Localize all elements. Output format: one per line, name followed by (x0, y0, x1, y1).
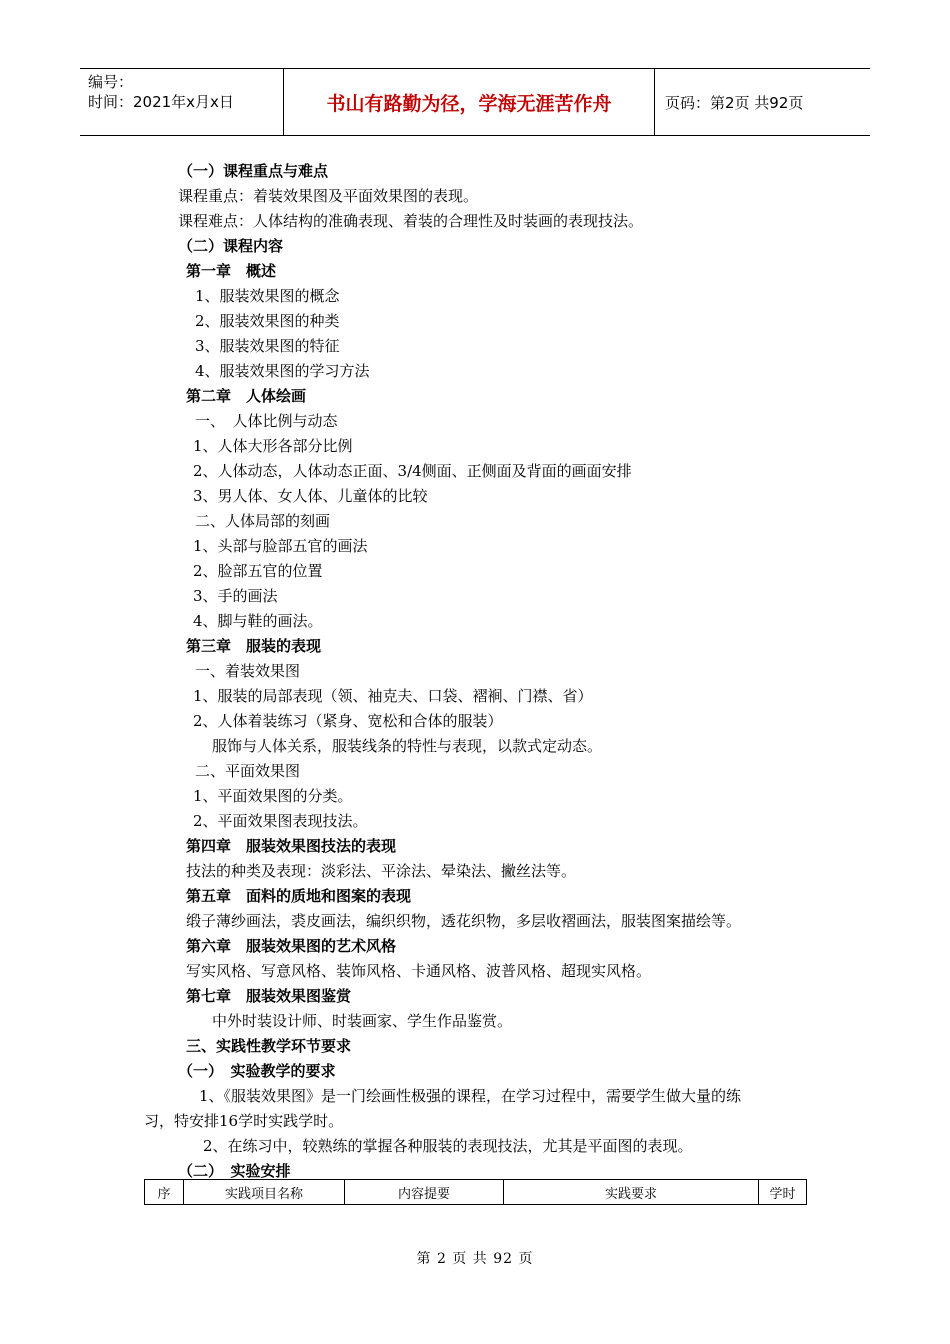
page-header (80, 68, 870, 136)
header-meta (80, 69, 283, 135)
list-item: 1、平面效果图的分类。 (193, 787, 353, 805)
chapter-heading: 第四章 服装效果图技法的表现 (186, 837, 397, 855)
paragraph: 1、《服装效果图》是一门绘画性极强的课程，在学习过程中，需要学生做大量的练 (199, 1087, 742, 1105)
section-heading: （二）课程内容 (178, 237, 284, 255)
paragraph: 中外时装设计师、时装画家、学生作品鉴赏。 (212, 1012, 513, 1030)
number-label: 编号： (88, 73, 134, 91)
subsection-heading: 一、着装效果图 (195, 662, 301, 680)
list-item: 2、服装效果图的种类 (195, 312, 340, 330)
list-item: 3、男人体、女人体、儿童体的比较 (193, 487, 428, 505)
table-header-cell: 学时 (759, 1180, 807, 1205)
table-header-cell: 内容提要 (345, 1180, 504, 1205)
list-item: 4、服装效果图的学习方法 (195, 362, 370, 380)
paragraph: 2、在练习中，较熟练的掌握各种服装的表现技法，尤其是平面图的表现。 (203, 1137, 693, 1155)
section-heading: （二） 实验安排 (178, 1162, 291, 1180)
list-item: 2、平面效果图表现技法。 (193, 812, 368, 830)
section-heading: （一） 实验教学的要求 (178, 1062, 336, 1080)
list-item: 3、服装效果图的特征 (195, 337, 340, 355)
list-item: 2、人体着装练习（紧身、宽松和合体的服装） (193, 712, 503, 730)
table-header-cell: 实践项目名称 (184, 1180, 345, 1205)
table-header-cell: 实践要求 (504, 1180, 759, 1205)
paragraph: 课程难点：人体结构的准确表现、着装的合理性及时装画的表现技法。 (178, 212, 644, 230)
list-item: 1、人体大形各部分比例 (193, 437, 353, 455)
header-motto: 书山有路勤为径，学海无涯苦作舟 (283, 69, 655, 135)
chapter-heading: 第三章 服装的表现 (186, 637, 322, 655)
chapter-heading: 第七章 服装效果图鉴赏 (186, 987, 352, 1005)
list-item: 1、服装效果图的概念 (195, 287, 340, 305)
page-footer: 第 2 页 共 92 页 (416, 1251, 534, 1267)
list-item: 2、脸部五官的位置 (193, 562, 323, 580)
paragraph: 缎子薄纱画法，裘皮画法，编织织物，透花织物，多层收褶画法，服装图案描绘等。 (186, 912, 742, 930)
subsection-heading: 二、平面效果图 (195, 762, 301, 780)
list-item: 1、头部与脸部五官的画法 (193, 537, 368, 555)
paragraph: 技法的种类及表现：淡彩法、平涂法、晕染法、撇丝法等。 (186, 862, 577, 880)
list-item: 1、服装的局部表现（领、袖克夫、口袋、褶裥、门襟、省） (193, 687, 593, 705)
list-item: 3、手的画法 (193, 587, 278, 605)
list-item: 4、脚与鞋的画法。 (193, 612, 323, 630)
subsection-heading: 二、人体局部的刻画 (195, 512, 331, 530)
paragraph: 服饰与人体关系，服装线条的特性与表现，以款式定动态。 (212, 737, 603, 755)
table-header-row (145, 1180, 807, 1205)
subsection-heading: 一、 人体比例与动态 (195, 412, 338, 430)
paragraph: 课程重点：着装效果图及平面效果图的表现。 (178, 187, 479, 205)
chapter-heading: 第二章 人体绘画 (186, 387, 307, 405)
table-header-cell: 序 (145, 1180, 184, 1205)
header-page-label: 页码：第2页 共92页 (665, 93, 804, 112)
practice-schedule-table (144, 1179, 807, 1205)
paragraph: 习，特安排16学时实践学时。 (144, 1112, 344, 1130)
chapter-heading: 第一章 概述 (186, 262, 277, 280)
paragraph: 写实风格、写意风格、装饰风格、卡通风格、波普风格、超现实风格。 (186, 962, 652, 980)
time-label: 时间：2021年x月x日 (88, 93, 234, 111)
chapter-heading: 第六章 服装效果图的艺术风格 (186, 937, 397, 955)
section-heading: 三、实践性教学环节要求 (186, 1037, 352, 1055)
section-heading: （一）课程重点与难点 (178, 162, 329, 180)
list-item: 2、人体动态，人体动态正面、3/4侧面、正侧面及背面的画面安排 (193, 462, 632, 480)
chapter-heading: 第五章 面料的质地和图案的表现 (186, 887, 412, 905)
